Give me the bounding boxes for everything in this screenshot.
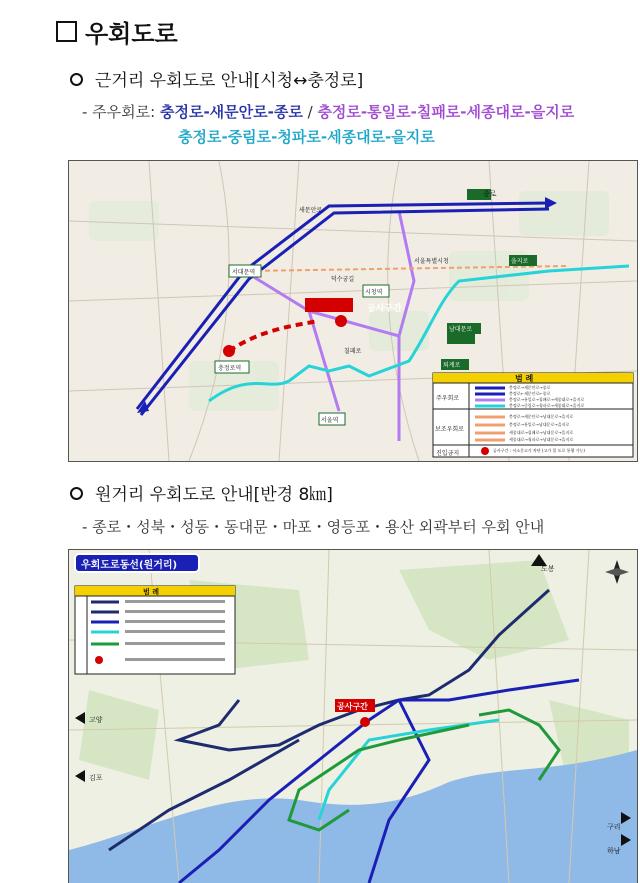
far-bypass-title xyxy=(70,480,333,505)
section-title-text: 우회도로 xyxy=(85,20,178,48)
map-label-cityhall: 시청역 xyxy=(365,289,383,296)
legend-aux-item: 세종대로→칠패로→남대문로→을지로 xyxy=(509,430,574,435)
legend-main-item: 충정로→통일로→칠패로→세종대로→을지로 xyxy=(509,397,585,402)
label-hanam: 하남 xyxy=(607,847,621,855)
legend-main-label: 주우회로 xyxy=(436,395,460,402)
checkbox-square-icon xyxy=(56,21,77,42)
map-label-euljiro: 을지로 xyxy=(511,258,529,265)
map-label-chungjeong: 충정로역 xyxy=(218,365,242,372)
map-label-toegye: 퇴계로 xyxy=(443,362,461,369)
route-jungnim: 충정로-중림로-청파로-세종대로-을지로 xyxy=(178,128,435,146)
map-label-namdaemun: 남대문로 xyxy=(449,326,473,333)
legend-aux-label: 보조우회로 xyxy=(435,426,464,433)
map-label-deoksu: 덕수궁길 xyxy=(331,276,355,283)
label-guri: 구리 xyxy=(607,823,621,831)
legend-main-item: 충정로←새문안로←종로 xyxy=(509,391,551,396)
far-construction-label: 공사구간 xyxy=(337,702,368,711)
map-label-seodaemun: 서대문역 xyxy=(232,269,256,276)
main-route-prefix: - 주우회로: xyxy=(82,103,160,121)
legend-aux-item: 충정로→통일로→남대문로→을지로 xyxy=(509,422,570,427)
map-label-jongno: 종로 xyxy=(483,190,497,198)
route-separator: / xyxy=(302,103,318,121)
near-legend-title: 범 례 xyxy=(515,374,534,383)
far-map-graphic xyxy=(69,550,637,883)
main-route-line xyxy=(82,101,574,122)
construction-label: 공사구간 xyxy=(367,304,402,314)
legend-block-item: 공사구간 : 서소문고가 차단 (고가 밑 도로 통행 가능) xyxy=(493,448,585,453)
far-bypass-map xyxy=(68,549,638,883)
map-label-seoul-station: 서울역 xyxy=(321,417,339,424)
legend-main-item: 충정로→중림로→청파로→세종대로→을지로 xyxy=(509,403,585,408)
near-bypass-title xyxy=(70,66,363,91)
far-map-title: 우회도로동선(원거리) xyxy=(81,560,178,571)
section-title xyxy=(56,14,178,49)
label-dobong: 도봉 xyxy=(541,565,555,573)
far-bypass-desc: - 종로・성북・성동・동대문・마포・영등포・용산 외곽부터 우회 안내 xyxy=(82,518,545,536)
far-legend-title: 범 례 xyxy=(143,588,159,596)
legend-aux-item: 충정로→새문안로→남대문로→을지로 xyxy=(509,414,574,419)
legend-aux-item: 세종대로→청파로→남대문로→을지로 xyxy=(509,437,574,442)
far-bypass-title-text: 원거리 우회도로 안내[반경 8㎞] xyxy=(95,485,333,505)
label-goyang: 고양 xyxy=(89,716,103,724)
route-line-2 xyxy=(178,126,435,147)
near-bypass-title-text: 근거리 우회도로 안내[시청↔충정로] xyxy=(95,71,364,91)
legend-block-label: 진입금지 xyxy=(436,450,460,457)
circle-bullet-icon xyxy=(70,487,83,500)
route-saemunan: 충정로-새문안로-종로 xyxy=(159,103,303,121)
route-tongil: 충정로-통일로-칠패로-세종대로-을지로 xyxy=(317,103,575,121)
near-bypass-map xyxy=(68,160,638,462)
label-gimpo: 김포 xyxy=(89,774,103,782)
map-label-chilpae: 칠패로 xyxy=(344,348,362,355)
circle-bullet-icon xyxy=(70,73,83,86)
map-label-saemunan: 새문안로 xyxy=(299,207,323,214)
map-label-seoul-cityhall: 서울특별시청 xyxy=(414,258,449,265)
legend-main-item: 충정로→새문안로→종로 xyxy=(509,385,551,390)
